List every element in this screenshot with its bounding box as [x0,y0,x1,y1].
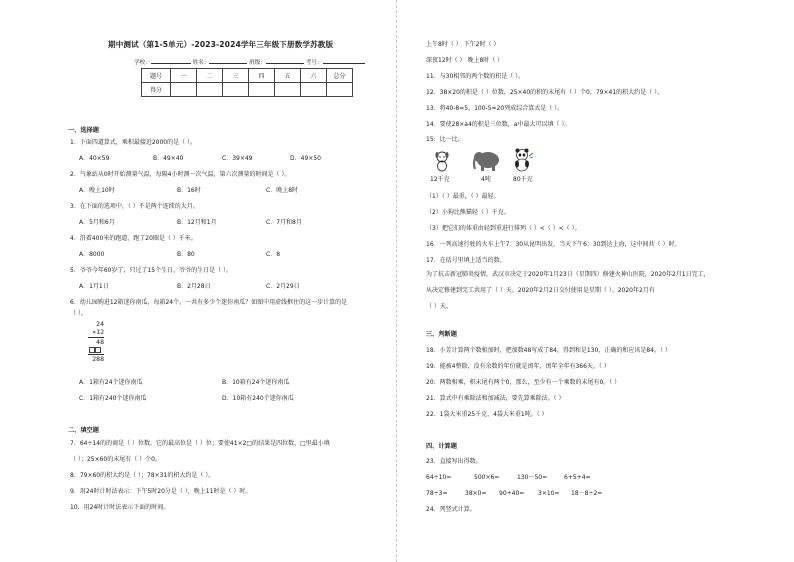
q3-option-c[interactable]: C．7月和8月 [266,219,302,226]
question-7: 7．64÷14的的商是（ ）位数，它的最高位是（ ）位；要使41×2□的结果是四位数，□里最小填 [70,440,330,447]
student-info-line [134,57,365,67]
class-label: 班级： [249,60,266,66]
question-6: 6．幼儿园购进12箱迷你南瓜，每箱24个。一共有多少个迷你南瓜？如图中用虚线框住的这一步计算的是 [70,299,348,306]
score-table-header [142,69,353,83]
q4-option-a[interactable]: A．8000 [79,251,105,258]
class-blank[interactable] [266,57,304,64]
panda-icon [512,148,534,172]
q2-option-b[interactable]: B．16时 [177,187,201,194]
q2-option-a[interactable]: A．晚上10时 [79,187,115,194]
calc-item: 64÷10= [426,474,452,481]
question-13: 13．将40-8=5，100-5=20列成综合算式是（ ）。 [426,105,564,112]
question-3: 3．在下面的选项中，（ ）不是两个连续的大月。 [70,203,199,210]
q3-option-a[interactable]: A．5月和6月 [79,219,115,226]
q5-option-a[interactable]: A．1月1日 [79,283,109,290]
question-20: 20．两数相乘，积末尾有两个0，那么，至少有一个乘数的末尾有0。（ ） [426,379,621,386]
question-14: 14．要使28×a4的积是三位数，a中最大可以填（ ）。 [426,121,571,128]
score-cell[interactable] [301,83,327,97]
elephant-weight-label: 4吨 [481,176,491,183]
question-23: 23．直接写出得数。 [426,458,482,465]
q6-vertical-multiplication [88,320,104,363]
score-header-cell: 五 [275,69,301,83]
question-21: 21．算式中有乘除法和加减法，要先算乘除法。（ ） [426,395,565,402]
name-label: 姓名： [192,60,210,66]
q10-row-2: 深夜12时（ ） 晚上8时（ ） [426,57,504,64]
question-15-1: （1）（ ）最重，（ ）最轻。 [426,193,500,200]
q10-row-1: 上午8时（ ） 下午2时（ ） [426,41,500,48]
question-22: 22．1袋大米重25千克，4袋大米重1吨。（ ） [426,411,548,418]
question-6-blank: （ ）。 [70,310,87,317]
calc-item: 18－8÷2= [571,490,603,497]
q6-dashed-box-row [88,346,104,354]
question-12: 12．38×20的积是（ ）位数，25×40的积的末尾有（ ）个0，79×41的积大约是（ ）。 [426,89,664,96]
exam-no-label: 考号： [305,60,323,66]
question-11: 11．与30相邻的两个数的积是（ ）。 [426,73,525,80]
q5-option-c[interactable]: C．2月29日 [266,283,300,290]
calc-item: 78÷3= [426,490,448,497]
q17-paragraph-2: 从决定修建到完工共用了（ ）天。2020年2月2日交付使用是星期（ ）。2020年2月有 [426,287,655,294]
dashed-box-icon [95,347,101,353]
question-16: 16．一列高速行驶的火车上午7：30从昆明出发，当天下午6：30到达上海，这中间共（ ）时。 [426,241,681,248]
q1-option-d[interactable]: D．49×50 [290,155,321,162]
question-19: 19．能被4整除，没有余数的年份就是闰年，闰年全年有366天。（ ） [426,363,610,370]
score-header-cell: 二 [197,69,223,83]
score-header-cell: 一 [171,69,197,83]
name-blank[interactable] [209,57,247,64]
q3-option-b[interactable]: B．12月和1月 [177,219,217,226]
score-cell[interactable] [197,83,223,97]
score-table [141,68,353,97]
score-row-label: 得分 [142,83,171,97]
calc-item: 38×0= [465,490,487,497]
q6-product: 288 [88,354,104,363]
q6-option-d[interactable]: D．10箱有240个迷你南瓜 [222,395,294,402]
score-cell[interactable] [249,83,275,97]
section2-heading: 二、填空题 [68,427,99,434]
q1-option-a[interactable]: A．40×59 [79,155,110,162]
question-24: 24．列竖式计算。 [426,506,476,513]
calc-item: 500×6= [474,474,500,481]
q1-option-c[interactable]: C．39×49 [222,155,253,162]
q6-option-b[interactable]: B．10箱有24个迷你南瓜 [222,379,290,386]
question-5: 5．爷爷今年60岁了，只过了15个生日，爷爷的生日是（ ）。 [70,267,232,274]
dog-icon [433,150,451,172]
calc-item: 90+40= [499,490,525,497]
dog-weight-label: 12千克 [430,176,450,183]
q6-partial-product: 48 [88,337,104,346]
calc-item: 6+5+4= [564,474,591,481]
q4-option-b[interactable]: B．80 [177,251,195,258]
question-9: 9．用24时计时法表示：下午5时20分是（ ），晚上11时是（ ）时。 [70,488,252,495]
question-1: 1．下面四道算式，乘积最接近2000的是（ ）。 [70,139,196,146]
question-15-3: （3）把它们的体重由轻到重进行排列（ ）<（ ）<（ ）。 [426,225,581,232]
score-header-cell: 三 [223,69,249,83]
elephant-icon [472,148,502,172]
exam-no-blank[interactable] [323,57,365,64]
question-15: 15．比一比。 [426,136,464,143]
question-17: 17．在括号里填上适当的数。 [426,257,506,264]
score-table-row [142,83,353,97]
right-page [397,0,794,562]
q6-multiplicand: 24 [96,320,104,328]
question-2: 2．气象站从0时开始测量气温，每隔4小时测一次气温，第六次测量的时间是（ ）。 [70,171,291,178]
school-blank[interactable] [151,57,191,64]
question-8: 8．79×60的积大约是（ ）；78×31的积大约是（ ）。 [70,472,215,479]
q1-option-b[interactable]: B．49×40 [153,155,184,162]
q6-option-c[interactable]: C．1箱有240个迷你南瓜 [79,395,147,402]
q5-option-b[interactable]: B．2月28日 [177,283,211,290]
score-header-cell: 四 [249,69,275,83]
q17-paragraph-3: （ ）天。 [426,303,452,310]
score-cell[interactable] [275,83,301,97]
section4-heading: 四、计算题 [426,443,457,450]
question-15-2: （2）小狗比熊猫轻（ ）千克。 [426,209,510,216]
score-cell[interactable] [327,83,353,97]
calc-item: 3×10= [538,490,560,497]
school-label: 学校： [134,60,151,66]
score-header-cell: 六 [301,69,327,83]
panda-weight-label: 80千克 [513,176,533,183]
section3-heading: 三、判断题 [426,331,457,338]
score-cell[interactable] [223,83,249,97]
q4-option-c[interactable]: C．8 [266,251,281,258]
question-18: 18．小芳计算两个数相加时，把加数48写成了84，得到和是130，正确的和应该是84。（ ） [426,347,671,354]
score-header-cell: 题号 [142,69,171,83]
q17-paragraph-1: 为了抗击新冠肺炎疫情，武汉市决定于2020年1月23日（星期四）修建火神山医院，2020年2月1日完工， [426,271,710,278]
score-header-cell: 总分 [327,69,353,83]
question-10: 10．用24时计时法表示下面的时间。 [70,504,170,511]
q6-multiplier: ×12 [92,328,104,337]
section1-heading: 一、选择题 [68,127,99,134]
question-4: 4．沿着400米的跑道，跑了20圈是（ ）千米。 [70,235,197,242]
exam-title: 期中测试（第1-5单元）-2023-2024学年三年级下册数学苏教版 [108,40,334,49]
question-7-cont: （ ）；25×60的末尾有（ ）个0。 [70,456,161,463]
q6-option-a[interactable]: A．1箱有24个迷你南瓜 [79,379,143,386]
q2-option-c[interactable]: C．晚上8时 [266,187,299,194]
score-cell[interactable] [171,83,197,97]
calc-item: 130－50= [517,474,548,481]
